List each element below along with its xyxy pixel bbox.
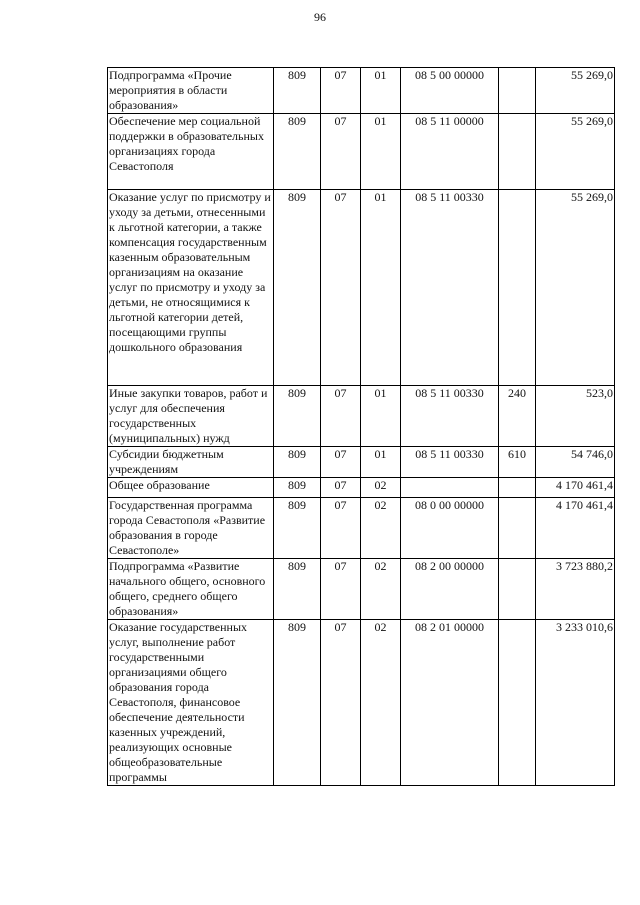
table-row: [108, 68, 615, 114]
amount: 523,0: [536, 386, 615, 447]
expense-type-code: 610: [499, 447, 536, 478]
subsection-code: 01: [361, 386, 401, 447]
amount: 55 269,0: [536, 190, 615, 386]
row-name: Обеспечение мер социальной поддержки в образовательных организациях города Севастополя: [108, 114, 274, 190]
table-row: [108, 114, 615, 190]
section-code: 07: [321, 386, 361, 447]
subsection-code: 02: [361, 498, 401, 559]
subsection-code: 02: [361, 559, 401, 620]
ministry-code: 809: [274, 478, 321, 498]
section-code: 07: [321, 620, 361, 786]
table-row: [108, 478, 615, 498]
subsection-code: 01: [361, 447, 401, 478]
row-name: Подпрограмма «Развитие начального общего, основного общего, среднего общего образования»: [108, 559, 274, 620]
table-row: [108, 559, 615, 620]
ministry-code: 809: [274, 559, 321, 620]
amount: 55 269,0: [536, 68, 615, 114]
target-article-code: 08 5 00 00000: [401, 68, 499, 114]
table-row: [108, 498, 615, 559]
amount: 4 170 461,4: [536, 478, 615, 498]
subsection-code: 01: [361, 190, 401, 386]
target-article-code: 08 5 11 00330: [401, 386, 499, 447]
row-name: Иные закупки товаров, работ и услуг для обеспечения государственных (муниципальных) нужд: [108, 386, 274, 447]
row-name: Подпрограмма «Прочие мероприятия в области образования»: [108, 68, 274, 114]
ministry-code: 809: [274, 386, 321, 447]
ministry-code: 809: [274, 190, 321, 386]
target-article-code: [401, 478, 499, 498]
amount: 4 170 461,4: [536, 498, 615, 559]
subsection-code: 02: [361, 620, 401, 786]
table-row: [108, 620, 615, 786]
subsection-code: 02: [361, 478, 401, 498]
expense-type-code: [499, 478, 536, 498]
amount: 3 233 010,6: [536, 620, 615, 786]
section-code: 07: [321, 559, 361, 620]
page-number: 96: [314, 10, 326, 24]
ministry-code: 809: [274, 498, 321, 559]
amount: 54 746,0: [536, 447, 615, 478]
expense-type-code: [499, 114, 536, 190]
target-article-code: 08 5 11 00330: [401, 447, 499, 478]
expense-type-code: 240: [499, 386, 536, 447]
table-row: [108, 190, 615, 386]
target-article-code: 08 2 01 00000: [401, 620, 499, 786]
section-code: 07: [321, 498, 361, 559]
amount: 55 269,0: [536, 114, 615, 190]
expense-type-code: [499, 620, 536, 786]
subsection-code: 01: [361, 68, 401, 114]
ministry-code: 809: [274, 447, 321, 478]
target-article-code: 08 5 11 00000: [401, 114, 499, 190]
expense-type-code: [499, 498, 536, 559]
subsection-code: 01: [361, 114, 401, 190]
expense-type-code: [499, 559, 536, 620]
ministry-code: 809: [274, 620, 321, 786]
section-code: 07: [321, 447, 361, 478]
row-name: Субсидии бюджетным учреждениям: [108, 447, 274, 478]
row-name: Государственная программа города Севастополя «Развитие образования в городе Севастополе»: [108, 498, 274, 559]
table-row: [108, 386, 615, 447]
target-article-code: 08 5 11 00330: [401, 190, 499, 386]
section-code: 07: [321, 114, 361, 190]
row-name: Оказание государственных услуг, выполнение работ государственными организациями общего образования города Севастополя, финансовое обеспечение деятельности казенных учреждений, реализующих основные общеобразовательные программы: [108, 620, 274, 786]
expense-type-code: [499, 190, 536, 386]
section-code: 07: [321, 68, 361, 114]
target-article-code: 08 2 00 00000: [401, 559, 499, 620]
table-row: [108, 447, 615, 478]
ministry-code: 809: [274, 68, 321, 114]
budget-table: [107, 67, 615, 786]
row-name: Общее образование: [108, 478, 274, 498]
row-name: Оказание услуг по присмотру и уходу за детьми, отнесенными к льготной категории, а также компенсация государственным казенным образовательным организациям на оказание услуг по присмотру и уходу за детьми, не относящимися к льготной категории детей, посещающими группы дошкольного образования: [108, 190, 274, 386]
amount: 3 723 880,2: [536, 559, 615, 620]
section-code: 07: [321, 478, 361, 498]
section-code: 07: [321, 190, 361, 386]
ministry-code: 809: [274, 114, 321, 190]
target-article-code: 08 0 00 00000: [401, 498, 499, 559]
expense-type-code: [499, 68, 536, 114]
